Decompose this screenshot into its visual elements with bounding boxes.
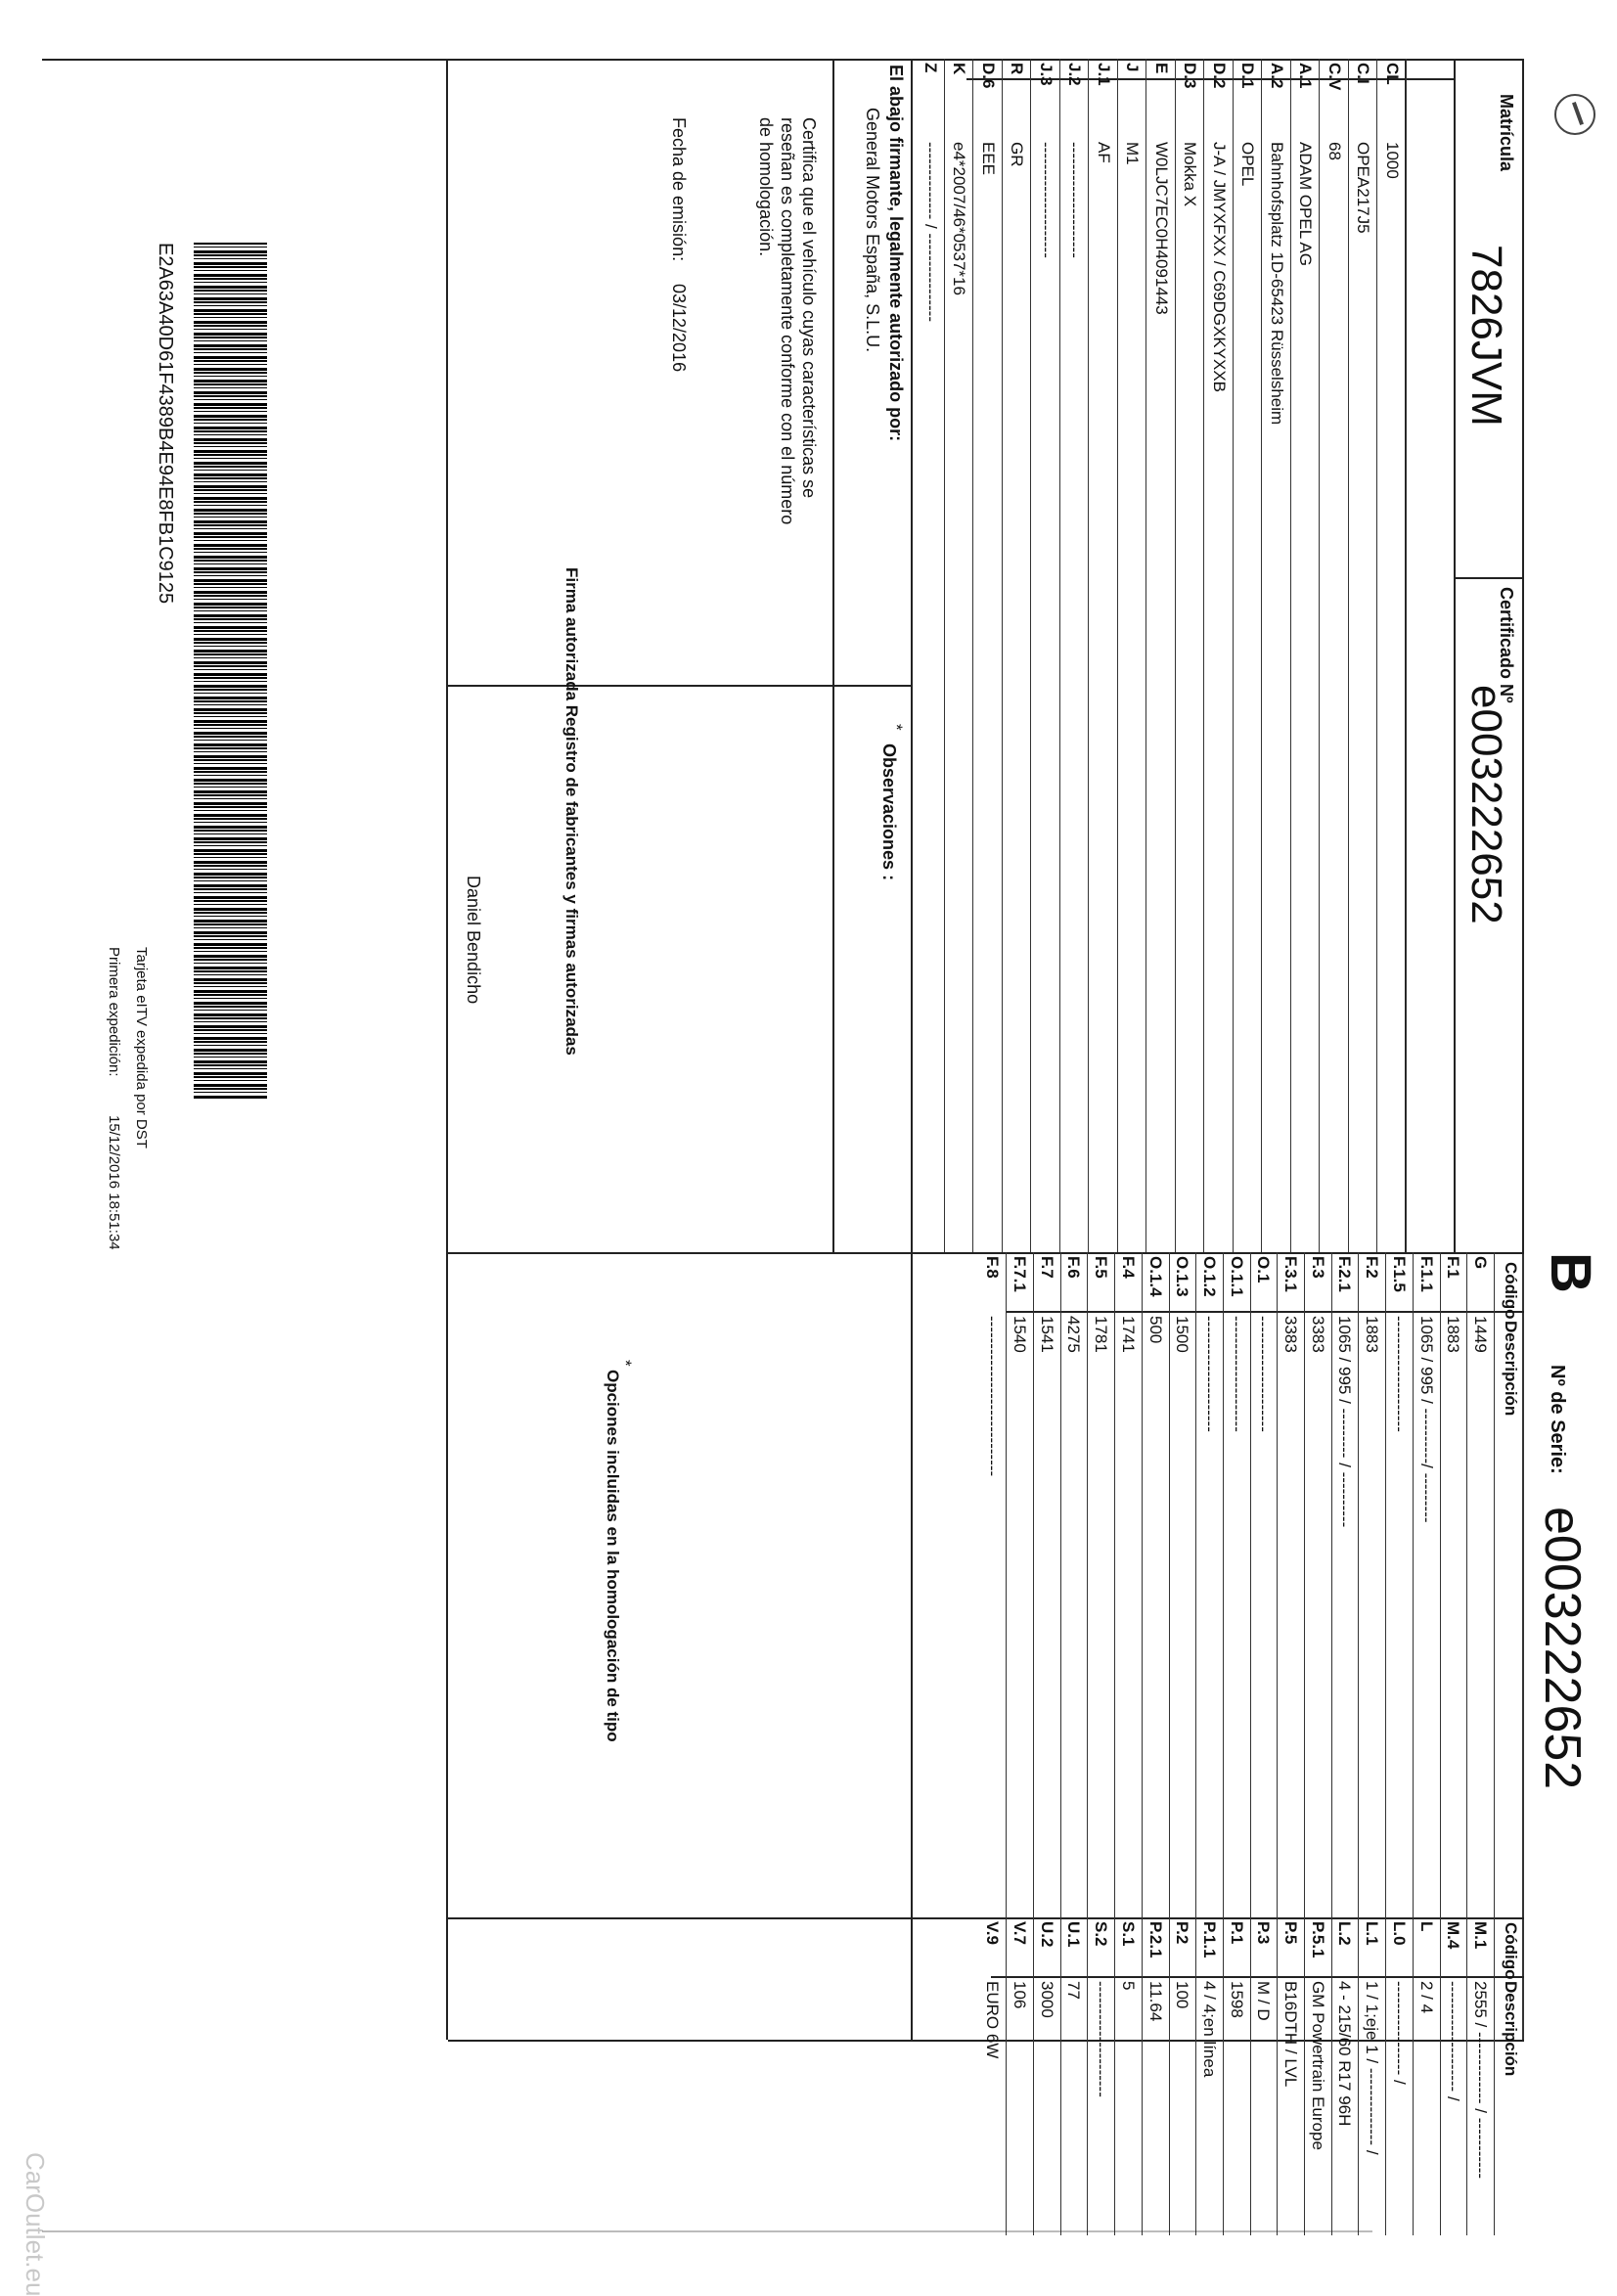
left-row-code: D.3: [1181, 63, 1200, 89]
middle-row-value: 1540: [1011, 1316, 1030, 1353]
middle-row-code: F.2: [1363, 1256, 1382, 1279]
right-row: [1466, 1917, 1495, 2235]
left-row-code: C.V: [1325, 63, 1344, 91]
left-row-code: J.3: [1037, 63, 1056, 86]
right-row-value: -------------------- /: [1444, 1981, 1463, 2101]
right-row: [1060, 1917, 1089, 2235]
right-row-code: M.4: [1444, 1921, 1463, 1950]
middle-row-code: O.1.4: [1145, 1256, 1165, 1297]
firma-autorizada-label: Firma autorizada Registro de fabricantes y firmas autorizadas: [562, 567, 581, 1056]
left-row: [1002, 59, 1032, 1252]
right-row-code: V.7: [1011, 1921, 1030, 1945]
middle-row-value: 1741: [1118, 1316, 1138, 1353]
right-row: [1277, 1917, 1305, 2235]
middle-row: [979, 1252, 1008, 1917]
middle-row: [1359, 1252, 1387, 1917]
left-row-code: A.1: [1296, 63, 1316, 89]
left-row-value: ---------------------: [1037, 142, 1056, 258]
middle-row-value: ---------------------: [1254, 1316, 1274, 1432]
left-row-value: 1000: [1383, 142, 1402, 179]
right-row: [1304, 1917, 1332, 2235]
middle-row: [1466, 1252, 1495, 1917]
middle-row-code: F.7.1: [1011, 1256, 1030, 1292]
right-row-code: L.1: [1363, 1921, 1382, 1946]
right-row: [1195, 1917, 1224, 2235]
middle-row: [1169, 1252, 1197, 1917]
middle-row: [1060, 1252, 1089, 1917]
left-row: [1290, 59, 1321, 1252]
middle-descripcion-header: Descripción: [1502, 1321, 1520, 1417]
middle-row-code: F.2.1: [1335, 1256, 1355, 1292]
right-row-code: U.2: [1037, 1921, 1056, 1948]
middle-row: [1440, 1252, 1468, 1917]
right-row: [1413, 1917, 1441, 2235]
serie-label: Nº de Serie:: [1547, 1365, 1568, 1474]
middle-row-code: F.4: [1118, 1256, 1138, 1279]
left-row-code: D.1: [1238, 63, 1258, 89]
left-row-code: D.2: [1210, 63, 1229, 89]
middle-row-code: O.1.2: [1200, 1256, 1219, 1297]
middle-row-code: F.7: [1037, 1256, 1056, 1279]
middle-row-code: F.1: [1444, 1256, 1463, 1279]
right-row-code: S.2: [1092, 1921, 1111, 1947]
right-row-code: V.9: [983, 1921, 1003, 1945]
middle-row-code: F.1.5: [1389, 1256, 1409, 1292]
right-row: [1250, 1917, 1279, 2235]
right-row-value: 2555 / ------------- / -----------: [1471, 1981, 1490, 2180]
right-row-value: ----------------- /: [1389, 1981, 1409, 2085]
middle-row-code: O.1.1: [1227, 1256, 1246, 1297]
right-row-value: 2 / 4: [1416, 1981, 1436, 2014]
middle-row-value: 1541: [1037, 1316, 1056, 1353]
signer-name: Daniel Bendicho: [464, 876, 483, 1005]
right-row-code: M.1: [1471, 1921, 1490, 1950]
middle-row: [1114, 1252, 1143, 1917]
left-row: [1175, 59, 1205, 1252]
left-row: [916, 59, 946, 1252]
middle-row-value: 3383: [1281, 1316, 1301, 1353]
left-row-code: K: [950, 63, 969, 75]
left-row-code: J.2: [1065, 63, 1085, 86]
watermark-text: CarOutlet.eu: [21, 2152, 50, 2296]
left-row-value: ADAM OPEL AG: [1296, 142, 1316, 266]
right-row-value: M / D: [1254, 1981, 1274, 2021]
middle-row: [1142, 1252, 1170, 1917]
right-row-value: 106: [1011, 1981, 1030, 2009]
left-row-value: EEE: [979, 142, 998, 176]
left-row-value: OPEL: [1238, 142, 1258, 187]
left-row-code: R: [1008, 63, 1027, 75]
middle-row-value: 1781: [1092, 1316, 1111, 1353]
firmante-company: General Motors España, S.L.U.: [863, 108, 882, 353]
primera-label: Primera expedición:: [106, 947, 122, 1077]
matricula-value: 7826JVM: [1462, 245, 1510, 427]
right-row-value: 100: [1173, 1981, 1192, 2009]
observaciones-label: Observaciones :: [879, 743, 899, 881]
middle-row-value: -----------------------------: [983, 1316, 1003, 1477]
right-row-code: P.3: [1254, 1921, 1274, 1945]
right-row: [1359, 1917, 1387, 2235]
middle-row: [1304, 1252, 1332, 1917]
right-row: [1114, 1917, 1143, 2235]
middle-row: [1385, 1252, 1414, 1917]
middle-row-value: 4275: [1064, 1316, 1084, 1353]
middle-row-code: F.1.1: [1416, 1256, 1436, 1292]
tarjeta-text: Tarjeta eITV expedida por DST: [133, 947, 150, 1148]
right-codigo-header: Código: [1502, 1922, 1520, 1980]
certificado-label: Certificado Nº: [1497, 587, 1516, 703]
right-row-value: 3000: [1037, 1981, 1056, 2018]
right-row: [1006, 1917, 1034, 2235]
right-row-value: 4 - 215/60 R17 96H: [1335, 1981, 1355, 2127]
right-row: [1331, 1917, 1360, 2235]
opciones-asterisk: *: [616, 1360, 635, 1367]
right-row-code: P.2.1: [1145, 1921, 1165, 1958]
left-row: [1262, 59, 1292, 1252]
middle-row-value: 1065 / 995 / ----------/ ---------: [1416, 1316, 1436, 1523]
left-row-value: Mokka X: [1181, 142, 1200, 207]
right-row-value: 77: [1064, 1981, 1084, 2000]
left-row: [1348, 59, 1378, 1252]
fecha-emision-value: 03/12/2016: [669, 284, 689, 373]
middle-row-code: F.6: [1064, 1256, 1084, 1279]
middle-row-value: ---------------------: [1200, 1316, 1219, 1432]
left-row: [1377, 59, 1408, 1252]
right-row: [1440, 1917, 1468, 2235]
middle-row-code: F.3: [1308, 1256, 1327, 1279]
left-row-value: -------------- / ----------------: [921, 142, 940, 323]
left-row-code: E: [1152, 63, 1171, 74]
middle-row-value: 1883: [1444, 1316, 1463, 1353]
right-row: [1223, 1917, 1251, 2235]
middle-row-value: 500: [1145, 1316, 1165, 1344]
middle-row: [1033, 1252, 1061, 1917]
middle-row-code: F.8: [983, 1256, 1003, 1279]
middle-row-code: F.3.1: [1281, 1256, 1301, 1292]
left-row-code: Z: [921, 63, 940, 73]
right-row-code: P.2: [1173, 1921, 1192, 1945]
left-row-code: CL: [1383, 63, 1402, 85]
left-row-value: e4*2007/46*0537*16: [950, 142, 969, 295]
middle-row-value: 1500: [1173, 1316, 1192, 1353]
right-row-code: P.5.1: [1308, 1921, 1327, 1958]
certificado-value: e003222652: [1462, 685, 1510, 924]
right-row-value: B16DTH / LVL: [1281, 1981, 1301, 2088]
middle-row-value: ---------------------: [1227, 1316, 1246, 1432]
middle-row-value: ---------------------: [1389, 1316, 1409, 1432]
left-row-code: D.6: [979, 63, 998, 89]
opciones-label: Opciones incluidas en la homologación de tipo: [604, 1370, 622, 1742]
left-row: [1320, 59, 1350, 1252]
serie-value: e003222652: [1534, 1507, 1591, 1790]
middle-row-code: F.5: [1092, 1256, 1111, 1279]
middle-row-value: 1065 / 995 / --------- / ----------: [1335, 1316, 1355, 1528]
left-row: [1117, 59, 1147, 1252]
left-row: [973, 59, 1004, 1252]
middle-row-value: 3383: [1308, 1316, 1327, 1353]
barcode-image: [194, 243, 267, 1099]
middle-row-value: 1449: [1471, 1316, 1490, 1353]
left-row-value: 68: [1325, 142, 1344, 160]
right-row-value: ---------------------: [1092, 1981, 1111, 2097]
section-letter: B: [1539, 1252, 1602, 1293]
middle-codigo-header: Código: [1502, 1262, 1520, 1320]
left-row-code: J: [1123, 63, 1143, 72]
left-row-code: J.1: [1095, 63, 1113, 86]
observaciones-asterisk: *: [887, 724, 906, 731]
middle-row: [1277, 1252, 1305, 1917]
middle-row-value: 1883: [1363, 1316, 1382, 1353]
middle-row-code: O.1: [1254, 1256, 1274, 1283]
opel-logo-icon: [1554, 94, 1595, 135]
left-row-value: Bahnhofsplatz 1D-65423 Rüsselsheim: [1268, 142, 1286, 426]
left-row: [1204, 59, 1235, 1252]
right-row-value: EURO 6W: [983, 1981, 1003, 2059]
right-row-value: GM Powertrain Europe: [1308, 1981, 1327, 2150]
right-row: [1142, 1917, 1170, 2235]
middle-row-code: O.1.3: [1173, 1256, 1192, 1297]
right-row-value: 4 / 4;en línea: [1200, 1981, 1219, 2078]
left-row-value: M1: [1123, 142, 1143, 165]
left-row: [944, 59, 974, 1252]
right-row: [1033, 1917, 1061, 2235]
left-row-value: J-A / JMYXFXX / C69DGXKYXXB: [1210, 142, 1229, 393]
left-row: [1233, 59, 1263, 1252]
right-descripcion-header: Descripción: [1502, 1981, 1520, 2077]
middle-row: [1006, 1252, 1034, 1917]
middle-row: [1413, 1252, 1441, 1917]
right-row: [1088, 1917, 1116, 2235]
middle-row: [1331, 1252, 1360, 1917]
certifica-text: Certifica que el vehículo cuyas características se reseñan es completamente conforme con el número de homologación.: [756, 117, 819, 525]
middle-row: [1223, 1252, 1251, 1917]
right-row-value: 1 / 1;eje 1 / -------------- /: [1363, 1981, 1382, 2155]
middle-row: [1088, 1252, 1116, 1917]
right-row-code: P.1.1: [1200, 1921, 1219, 1958]
right-row-code: P.1: [1227, 1921, 1246, 1945]
barcode-text: E2A63A40D61F4389B4E94E8FB1C9125: [155, 243, 176, 605]
right-row-code: U.1: [1064, 1921, 1084, 1948]
right-row: [1169, 1917, 1197, 2235]
left-row: [1059, 59, 1090, 1252]
right-row-code: L: [1416, 1921, 1436, 1932]
left-row-value: ---------------------: [1065, 142, 1085, 258]
right-row-value: 1598: [1227, 1981, 1246, 2018]
middle-row-code: G: [1471, 1256, 1490, 1270]
middle-row: [1250, 1252, 1279, 1917]
left-row: [1146, 59, 1177, 1252]
left-row: [1089, 59, 1119, 1252]
left-row-value: OPEA217J5: [1354, 142, 1373, 234]
left-row-value: AF: [1095, 142, 1113, 163]
primera-value: 15/12/2016 18:51:34: [106, 1115, 122, 1250]
firmante-label: El abajo firmante, legalmente autorizado por:: [886, 65, 906, 442]
right-row-code: L.0: [1389, 1921, 1409, 1946]
right-row-value: 11.64: [1145, 1981, 1165, 2022]
right-row-code: S.1: [1118, 1921, 1138, 1947]
right-row-code: P.5: [1281, 1921, 1301, 1945]
left-row-value: GR: [1008, 142, 1027, 167]
left-row-code: A.2: [1268, 63, 1286, 89]
fecha-emision-label: Fecha de emisión:: [669, 117, 689, 262]
right-row-value: 5: [1118, 1981, 1138, 1991]
left-row-value: W0LJC7EC0H4091443: [1152, 142, 1171, 315]
left-row-code: C.I: [1354, 63, 1373, 84]
middle-row: [1195, 1252, 1224, 1917]
right-row: [979, 1917, 1008, 2235]
right-row-code: L.2: [1335, 1921, 1355, 1946]
matricula-label: Matrícula: [1497, 94, 1516, 172]
left-row: [1031, 59, 1061, 1252]
right-row: [1385, 1917, 1414, 2235]
